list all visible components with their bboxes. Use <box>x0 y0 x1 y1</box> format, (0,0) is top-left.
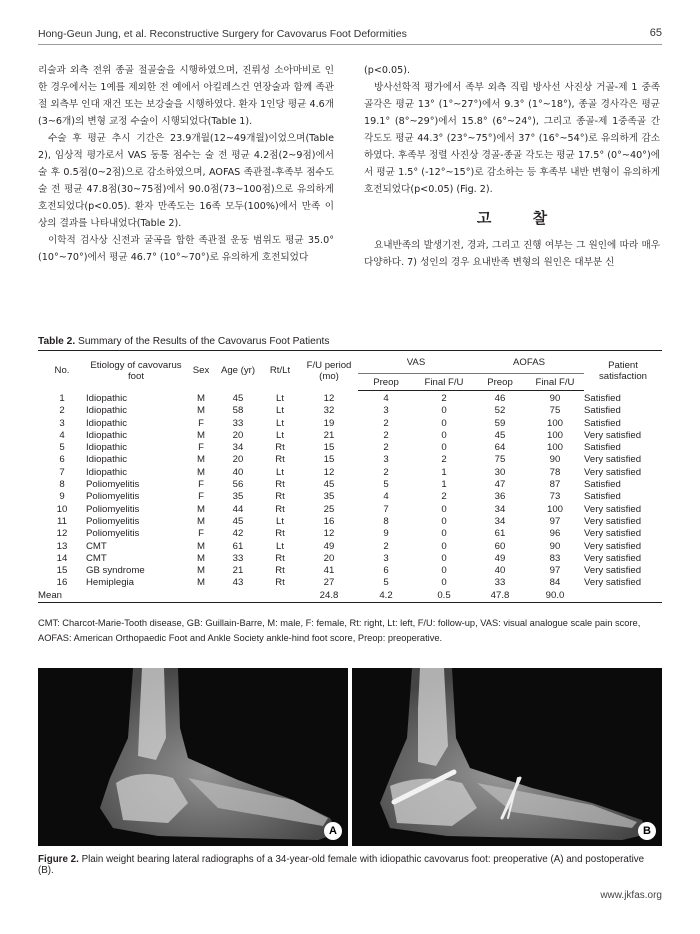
table-cell: 8 <box>59 479 65 491</box>
table-cell: 33 <box>494 577 506 589</box>
table-cell: Poliomyelitis <box>86 491 140 503</box>
table-cell: Lt <box>275 540 284 552</box>
table-cell: M <box>197 466 205 478</box>
table-cell: Very satisfied <box>584 429 642 441</box>
table-row <box>38 418 662 430</box>
table-cell: 40 <box>232 466 244 478</box>
table-cell: 100 <box>546 442 563 454</box>
table-cell: 5 <box>383 479 389 491</box>
table-cell: M <box>197 405 205 417</box>
table-cell: M <box>197 515 205 527</box>
table-cell: 27 <box>323 577 335 589</box>
table-cell: 19 <box>323 417 335 429</box>
left-column <box>38 62 334 266</box>
table-cell: Lt <box>275 392 284 404</box>
table-row <box>38 528 662 540</box>
body-paragraph: 수술 후 평균 추시 기간은 23.9개월(12~49개월)이었으며(Table 2), 임상적 평가로서 VAS 동통 점수는 술 전 평균 4.2점(2~9점)에서 술 후 0.5점(0~2점)으로 감소하였으며, AOFAS 족관절-후족부 점수도 술 전 평균 47.8점(30~75점)에서 90.0점(73~100점)으로 유의하게 호전되었다(p<0.05). 환자 만족도는 16족 모두(100%)에서 만족 이상의 결과를 나타내었다(Table 2). <box>38 133 334 229</box>
table-cell: 12 <box>323 466 335 478</box>
col-header-aofas: AOFAS <box>474 351 584 374</box>
table-cell: Very satisfied <box>584 552 642 564</box>
table-cell: CMT <box>86 540 107 552</box>
table-cell: 20 <box>232 429 244 441</box>
table-cell: 16 <box>56 577 68 589</box>
table-row <box>38 504 662 516</box>
table-cell: 35 <box>323 491 335 503</box>
table-cell: M <box>197 392 205 404</box>
body-paragraph: 방사선학적 평가에서 족부 외측 직립 방사선 사진상 거골-제 1 중족골각은 평균 13° (1°~27°)에서 9.3° (1°~18°), 종골 경사각은 평균 19.1° (8°~29°)에서 15.8° (6°~24°), 그리고 종골-제 1중족골 간 각도도 평균 44.3° (23°~75°)에서 37° (16°~54°)로 유의하게 감소하였다. 후족부 정렬 사진상 경골-종골 각도는 평균 17.5° (0°~40°)에서 평균 1.5° (-12°~15°)로 감소하는 등 후족부 내반 변형이 유의하게 호전되었다(p<0.05) (Fig. 2). <box>364 82 660 195</box>
col-header-vas-preop: Preop <box>358 374 414 391</box>
journal-website: www.jkfas.org <box>600 890 662 901</box>
table-cell: 34 <box>232 442 244 454</box>
col-header-age: Age (yr) <box>216 351 260 391</box>
table-cell: 58 <box>232 405 244 417</box>
table-cell: 12 <box>323 392 335 404</box>
table-cell: F <box>198 479 204 491</box>
table-cell: 90 <box>549 393 561 404</box>
table-cell: 14 <box>56 552 68 564</box>
table-row <box>38 491 662 503</box>
table-cell: 2 <box>383 540 389 552</box>
table-caption-text: Summary of the Results of the Cavovarus Foot Patients <box>75 336 330 347</box>
table-cell: M <box>197 577 205 589</box>
table-cell: 6 <box>383 565 389 577</box>
table-row <box>38 430 662 442</box>
table-cell: M <box>197 503 205 515</box>
body-paragraph: 이학적 검사상 신전과 굴곡을 합한 족관절 운동 범위도 평균 35.0° (10°~70°)에서 평균 46.7° (10°~70°)로 유의하게 호전되었다 <box>38 235 334 263</box>
table-cell: Idiopathic <box>86 466 128 478</box>
table-row <box>38 442 662 454</box>
table-cell: Idiopathic <box>86 417 128 429</box>
table-cell: 1 <box>59 392 65 404</box>
table-cell: 3 <box>383 454 389 466</box>
col-header-fu: F/U period (mo) <box>300 351 358 391</box>
table-cell: 4 <box>383 393 389 404</box>
table-cell: 6 <box>59 454 65 466</box>
table-cell: 52 <box>494 405 506 417</box>
table-cell: CMT <box>86 552 107 564</box>
table-row <box>38 577 662 589</box>
table-cell: F <box>198 417 204 429</box>
table-cell: 45 <box>323 479 335 491</box>
table-cell: Idiopathic <box>86 392 128 404</box>
table-cell: 7 <box>383 503 389 515</box>
table-footnote: CMT: Charcot-Marie-Tooth disease, GB: Guillain-Barre, M: male, F: female, Rt: right, Lt: left, F/U: follow-up, VAS: visual analogue scale pain score, AOFAS: American Orthopaedic Foot and Ankle Society ankle-hind foot score, Preop: preoperative. <box>38 618 641 643</box>
body-paragraph: 리술과 외측 전위 종골 절골술을 시행하였으며, 진뤼성 소아마비로 인한 경우에서는 1예를 제외한 전 예에서 아킬레스건 연장술과 함께 족관절 외측부 인대 재건 또는 보강술을 시행하였다. 환자 1인당 평균 4.6개(3~6개)의 변형 교정 수술이 시행되었다(Table 1). <box>38 65 334 127</box>
table-cell: 61 <box>232 540 244 552</box>
col-header-aofas-preop: Preop <box>474 374 526 391</box>
table-cell: Satisfied <box>584 405 621 417</box>
table-cell: 3 <box>383 405 389 417</box>
table-cell: 30 <box>494 466 506 478</box>
results-table <box>38 350 662 603</box>
table-caption-label: Table 2. <box>38 336 76 347</box>
table-cell: 40 <box>494 565 506 577</box>
table-cell: Rt <box>275 552 285 564</box>
table-cell: 35 <box>232 491 244 503</box>
table-cell: 36 <box>494 491 506 503</box>
table-cell: Very satisfied <box>584 503 642 515</box>
table-cell: Very satisfied <box>584 565 642 577</box>
table-cell: 96 <box>549 528 561 540</box>
table-cell: 21 <box>323 429 335 441</box>
foot-radiograph-a-image <box>38 668 348 846</box>
table-row <box>38 541 662 553</box>
table-cell: Rt <box>275 442 285 454</box>
table-cell: 100 <box>546 417 563 429</box>
running-header <box>38 24 662 45</box>
table-cell: Rt <box>275 503 285 515</box>
table-cell: 45 <box>232 392 244 404</box>
panel-a-label: A <box>324 822 342 840</box>
table-cell: 9 <box>59 491 65 503</box>
table-cell: Very satisfied <box>584 528 642 540</box>
table-cell: Very satisfied <box>584 466 642 478</box>
col-header-no: No. <box>38 351 86 391</box>
table-cell: 5 <box>59 442 65 454</box>
table-cell: M <box>197 454 205 466</box>
table-row <box>38 479 662 491</box>
table-row <box>38 405 662 417</box>
table-cell: 2 <box>383 417 389 429</box>
table-cell: 13 <box>56 540 68 552</box>
table-cell: 1 <box>441 479 447 491</box>
table-cell: 34 <box>494 503 506 515</box>
panel-b-label: B <box>638 822 656 840</box>
table-cell: 78 <box>549 466 561 478</box>
table-cell: Rt <box>275 565 285 577</box>
table-cell: 49 <box>323 540 335 552</box>
table-cell: 7 <box>59 466 65 478</box>
table-cell: 0 <box>441 552 447 564</box>
table-cell: 73 <box>549 491 561 503</box>
table-cell: 4 <box>383 491 389 503</box>
table-cell: Lt <box>275 466 284 478</box>
table-cell: 12 <box>323 528 335 540</box>
table-cell <box>584 590 662 603</box>
table-cell: 15 <box>56 565 68 577</box>
table-cell: 20 <box>232 454 244 466</box>
table-cell: 100 <box>546 503 563 515</box>
table-cell: 100 <box>546 429 563 441</box>
table-cell: F <box>198 442 204 454</box>
table-cell: 45 <box>232 515 244 527</box>
col-header-satisfaction: Patient satisfaction <box>584 351 662 391</box>
table-cell: 9 <box>383 528 389 540</box>
table-cell: 8 <box>383 515 389 527</box>
table-cell: 0 <box>441 417 447 429</box>
table-cell: 83 <box>549 552 561 564</box>
table-cell: 11 <box>57 515 67 527</box>
table-cell: 33 <box>232 417 244 429</box>
foot-radiograph-b-image <box>352 668 662 846</box>
table-cell: 84 <box>549 577 561 589</box>
table-cell: 0.5 <box>414 590 474 603</box>
table-cell: 87 <box>549 479 561 491</box>
table-cell: 2 <box>383 442 389 454</box>
table-cell: M <box>197 552 205 564</box>
table-cell: Satisfied <box>584 392 621 404</box>
table-cell: 5 <box>383 577 389 589</box>
table-caption <box>38 336 329 347</box>
table-row <box>38 467 662 479</box>
table-cell: Lt <box>275 515 284 527</box>
body-paragraph: (p<0.05). <box>364 65 411 76</box>
table-cell: 0 <box>441 528 447 540</box>
table-cell: 12 <box>56 528 68 540</box>
table-cell: 2 <box>441 491 447 503</box>
table-cell: 25 <box>323 503 335 515</box>
table-cell: Rt <box>275 479 285 491</box>
running-title: Hong-Geun Jung, et al. Reconstructive Surgery for Cavovarus Foot Deformities <box>38 28 407 40</box>
table-cell: 2 <box>441 393 447 404</box>
table-cell: 41 <box>323 565 335 577</box>
table-cell: 90.0 <box>526 590 584 603</box>
table-cell: 0 <box>441 577 447 589</box>
body-paragraph: 요내반족의 발생기전, 경과, 그리고 진행 여부는 그 원인에 따라 매우 다양하다. 7) 성인의 경우 요내반족 변형의 원인은 대부분 신 <box>364 240 660 268</box>
table-row <box>38 391 662 406</box>
table-row <box>38 553 662 565</box>
table-cell: 0 <box>441 503 447 515</box>
table-cell: 2 <box>441 454 447 466</box>
table-cell: Lt <box>275 405 284 417</box>
table-cell: 2 <box>59 405 65 417</box>
table-cell: 46 <box>494 393 506 404</box>
col-header-sex: Sex <box>186 351 216 391</box>
table-cell: 3 <box>383 552 389 564</box>
table-cell: Rt <box>275 577 285 589</box>
table-cell: Hemiplegia <box>86 577 134 589</box>
table-cell: Poliomyelitis <box>86 503 140 515</box>
table-cell: M <box>197 429 205 441</box>
table-cell: 97 <box>549 565 561 577</box>
table-cell: F <box>198 491 204 503</box>
table-cell: Lt <box>275 417 284 429</box>
col-header-side: Rt/Lt <box>260 351 300 391</box>
col-header-etiology: Etiology of cavovarus foot <box>86 351 186 391</box>
table-cell: 10 <box>56 503 68 515</box>
table-cell: M <box>197 565 205 577</box>
figure-caption-label: Figure 2. <box>38 854 79 865</box>
right-column <box>364 62 660 271</box>
table-cell: 60 <box>494 540 506 552</box>
radiograph-panel-a <box>38 668 348 846</box>
table-cell: 0 <box>441 405 447 417</box>
table-row <box>38 590 662 603</box>
table-cell: 47 <box>494 479 506 491</box>
col-header-aofas-final: Final F/U <box>526 374 584 391</box>
table-cell: 47.8 <box>474 590 526 603</box>
table-cell: Poliomyelitis <box>86 479 140 491</box>
table-cell: 0 <box>441 442 447 454</box>
table-cell: Satisfied <box>584 442 621 454</box>
table-cell: 15 <box>323 442 335 454</box>
table-cell: 24.8 <box>300 590 358 603</box>
table-cell <box>186 590 216 603</box>
table-cell: Poliomyelitis <box>86 515 140 527</box>
table-cell: Lt <box>275 429 284 441</box>
table-cell: Satisfied <box>584 417 621 429</box>
table-cell: 4.2 <box>358 590 414 603</box>
table-cell: 2 <box>383 466 389 478</box>
table-cell: 32 <box>323 405 335 417</box>
table-cell: 0 <box>441 540 447 552</box>
table-cell: Mean <box>38 590 86 603</box>
table-cell: 34 <box>494 515 506 527</box>
table-cell: Rt <box>275 454 285 466</box>
table-cell: Very satisfied <box>584 515 642 527</box>
table-row <box>38 454 662 466</box>
table-cell: 20 <box>323 552 335 564</box>
table-cell: Idiopathic <box>86 429 128 441</box>
table-cell: 75 <box>494 454 506 466</box>
table-cell <box>216 590 260 603</box>
table-row <box>38 516 662 528</box>
table-cell: Very satisfied <box>584 577 642 589</box>
table-cell: GB syndrome <box>86 565 145 577</box>
table-cell: Rt <box>275 528 285 540</box>
table-cell: 90 <box>549 540 561 552</box>
table-cell: 2 <box>383 429 389 441</box>
col-header-vas: VAS <box>358 351 474 374</box>
table-cell: 49 <box>494 552 506 564</box>
table-cell: 90 <box>549 454 561 466</box>
table-cell: 16 <box>323 515 335 527</box>
table-cell: Idiopathic <box>86 442 128 454</box>
table-cell: 3 <box>59 417 65 429</box>
table-cell: Idiopathic <box>86 454 128 466</box>
table-cell: Satisfied <box>584 479 621 491</box>
table-body <box>38 391 662 603</box>
table-cell: 0 <box>441 515 447 527</box>
table-cell: 61 <box>494 528 506 540</box>
table-cell: 45 <box>494 429 506 441</box>
figure-caption <box>38 854 662 876</box>
radiograph-panel-b <box>352 668 662 846</box>
table-cell: 59 <box>494 417 506 429</box>
table-cell: 0 <box>441 429 447 441</box>
table-cell: Rt <box>275 491 285 503</box>
table-cell: 33 <box>232 552 244 564</box>
figure-caption-text: Plain weight bearing lateral radiographs of a 34-year-old female with idiopathic cavovarus foot: preoperative (A) and postoperative (B). <box>38 854 645 876</box>
page-number: 65 <box>649 27 662 39</box>
table-cell: 56 <box>232 479 244 491</box>
table-cell: 15 <box>323 454 335 466</box>
table-cell: 4 <box>59 429 65 441</box>
col-header-vas-final: Final F/U <box>414 374 474 391</box>
table-cell: Satisfied <box>584 491 621 503</box>
table-cell: 44 <box>232 503 244 515</box>
table-cell: 42 <box>232 528 244 540</box>
table-cell: 21 <box>232 565 244 577</box>
table-cell: 0 <box>441 565 447 577</box>
table-cell: 1 <box>441 466 447 478</box>
table-cell: 97 <box>549 515 561 527</box>
table-cell: Idiopathic <box>86 405 128 417</box>
table-row <box>38 565 662 577</box>
table-cell <box>260 590 300 603</box>
table-cell: 64 <box>494 442 506 454</box>
table-cell: F <box>198 528 204 540</box>
table-cell <box>86 590 186 603</box>
section-title: 고 찰 <box>476 209 566 227</box>
table-cell: M <box>197 540 205 552</box>
table-cell: 75 <box>549 405 561 417</box>
table-cell: 43 <box>232 577 244 589</box>
table-cell: Very satisfied <box>584 540 642 552</box>
table-cell: Poliomyelitis <box>86 528 140 540</box>
table-cell: Very satisfied <box>584 454 642 466</box>
